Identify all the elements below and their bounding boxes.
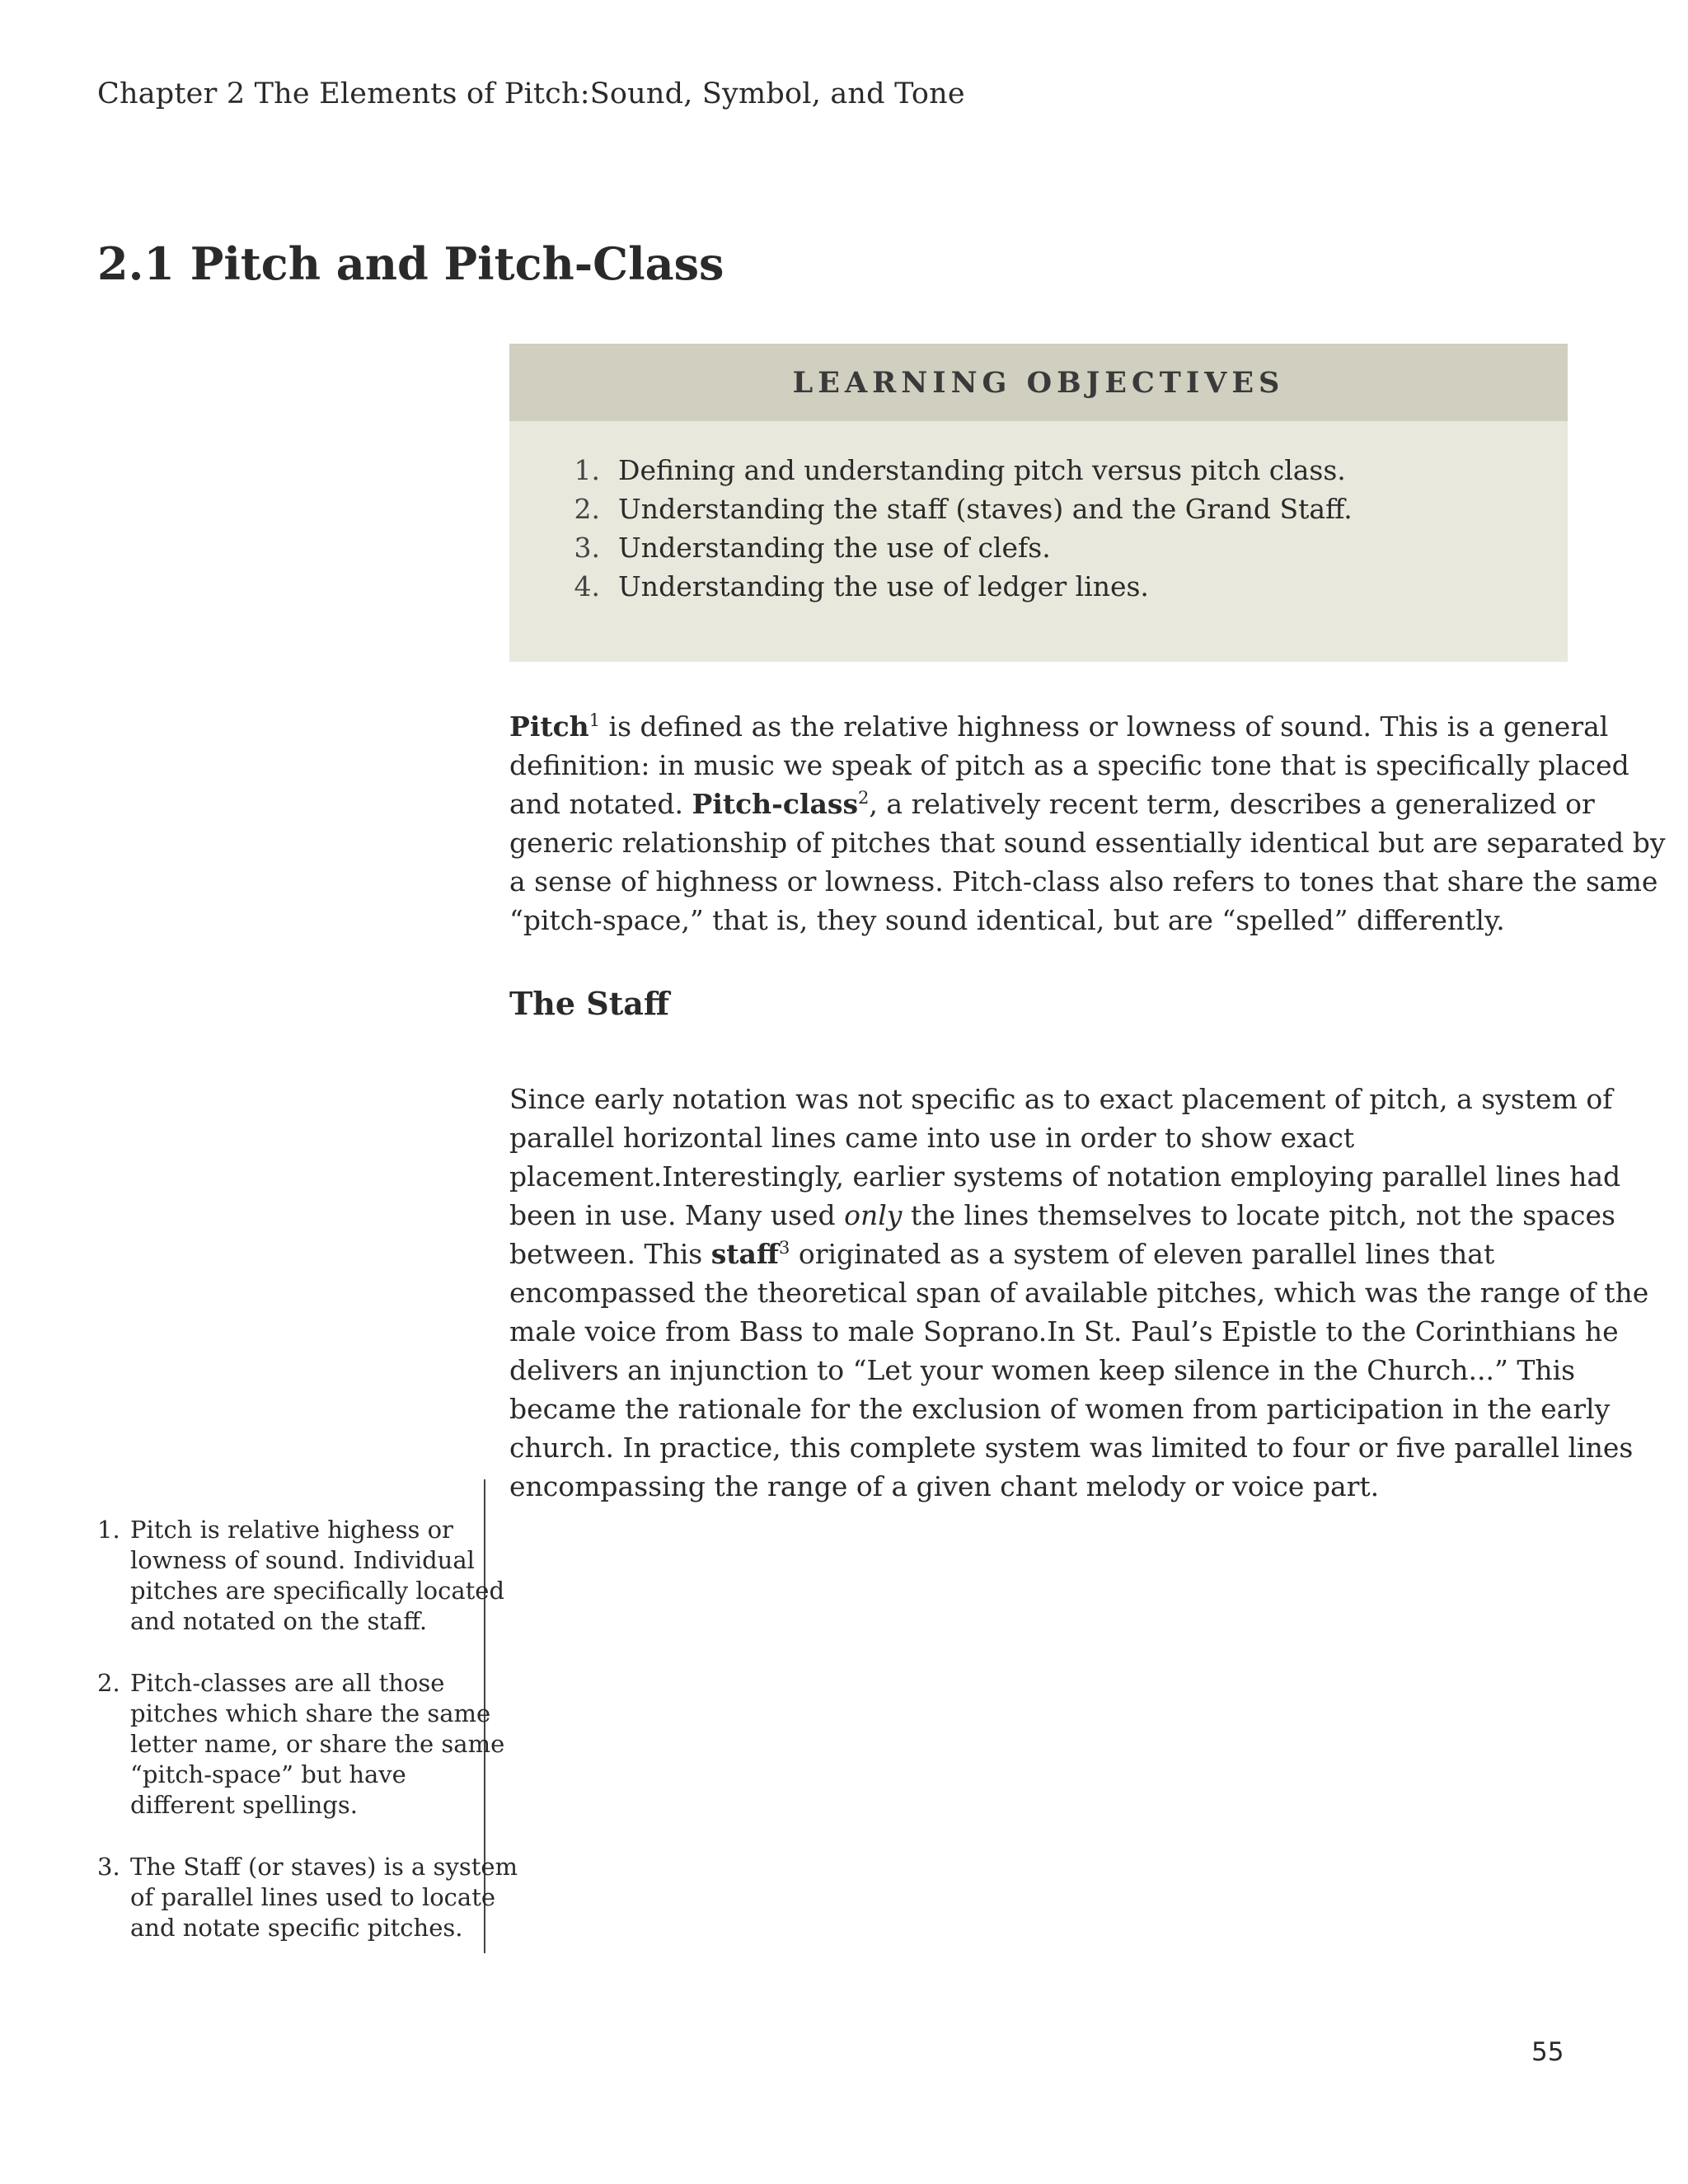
margin-note-line: lowness of sound. Individual <box>130 1546 475 1574</box>
objective-text: Understanding the staff (staves) and the Grand Staff. <box>618 493 1353 525</box>
staff-line: parallel horizontal lines came into use in order to show exact <box>509 1122 1355 1154</box>
margin-note-line: pitches are specifically located <box>130 1577 505 1605</box>
intro-line <box>509 785 1595 823</box>
margin-note-line: “pitch-space” but have <box>130 1760 406 1788</box>
intro-line: definition: in music we speak of pitch as a specific tone that is specifically placed <box>509 749 1629 781</box>
objective-item <box>551 490 1353 528</box>
running-header: Chapter 2 The Elements of Pitch:Sound, Symbol, and Tone <box>97 77 965 110</box>
staff-text: been in use. Many used <box>509 1199 845 1231</box>
margin-note-line: different spellings. <box>130 1791 358 1819</box>
staff-line <box>509 1235 1573 1273</box>
margin-note-line: of parallel lines used to locate <box>130 1883 496 1911</box>
margin-note <box>97 1852 518 1943</box>
intro-text: and notated. <box>509 788 692 820</box>
objective-number: 3. <box>574 532 600 564</box>
page-number: 55 <box>1531 2037 1564 2067</box>
margin-note-number: 3. <box>97 1853 120 1881</box>
objective-number: 2. <box>574 493 600 525</box>
intro-line: “pitch-space,” that is, they sound identical, but are “spelled” differently. <box>509 904 1505 936</box>
term-staff: staff <box>710 1238 779 1270</box>
margin-note-line: pitches which share the same <box>130 1699 491 1727</box>
staff-paragraph <box>509 1080 1649 1506</box>
margin-note-text <box>130 1852 518 1943</box>
learning-objectives-list <box>551 451 1353 606</box>
margin-note <box>97 1515 505 1637</box>
staff-line <box>509 1196 1615 1235</box>
emphasis-only: only <box>844 1199 903 1231</box>
staff-line: placement.Interestingly, earlier systems of notation employing parallel lines had <box>509 1160 1621 1193</box>
footnote-ref-1[interactable]: 1 <box>588 710 601 730</box>
margin-note-line: Pitch is relative highess or <box>130 1516 453 1544</box>
section-title: 2.1 Pitch and Pitch-Class <box>97 237 724 290</box>
margin-notes <box>97 1515 518 1975</box>
staff-line: encompassed the theoretical span of available pitches, which was the range of the <box>509 1277 1649 1309</box>
intro-line <box>509 707 1609 746</box>
footnote-ref-3[interactable]: 3 <box>779 1238 790 1258</box>
staff-text: between. This <box>509 1238 711 1270</box>
learning-objectives-heading: LEARNING OBJECTIVES <box>509 344 1568 421</box>
staff-text: the lines themselves to locate pitch, not the spaces <box>902 1199 1615 1231</box>
margin-note-line: Pitch-classes are all those <box>130 1669 445 1697</box>
intro-text: , a relatively recent term, describes a generalized or <box>869 788 1595 820</box>
staff-text: originated as a system of eleven parallel lines that <box>790 1238 1495 1270</box>
margin-note-line: The Staff (or staves) is a system <box>130 1853 518 1881</box>
intro-paragraph <box>509 707 1666 940</box>
objective-item <box>551 451 1353 490</box>
objective-item <box>551 528 1353 567</box>
margin-note-text <box>130 1668 504 1821</box>
staff-line: church. In practice, this complete system was limited to four or five parallel lines <box>509 1432 1634 1464</box>
intro-line: a sense of highness or lowness. Pitch-class also refers to tones that share the same <box>509 865 1658 898</box>
margin-note-number: 1. <box>97 1516 120 1544</box>
intro-line: generic relationship of pitches that sound essentially identical but are separated by <box>509 827 1666 859</box>
term-pitch: Pitch <box>509 710 589 743</box>
margin-note-line: and notate specific pitches. <box>130 1914 463 1942</box>
staff-heading: The Staff <box>509 985 670 1022</box>
staff-line: became the rationale for the exclusion of women from participation in the early <box>509 1393 1611 1425</box>
margin-note-text <box>130 1515 504 1637</box>
staff-line: delivers an injunction to “Let your women keep silence in the Church...” This <box>509 1354 1576 1386</box>
objective-text: Understanding the use of ledger lines. <box>618 570 1149 602</box>
footnote-ref-2[interactable]: 2 <box>858 788 870 808</box>
staff-line: Since early notation was not specific as to exact placement of pitch, a system of <box>509 1083 1613 1115</box>
margin-note-line: and notated on the staff. <box>130 1607 428 1635</box>
margin-note-number: 2. <box>97 1669 120 1697</box>
objective-text: Defining and understanding pitch versus pitch class. <box>618 454 1346 486</box>
learning-objectives-box <box>509 344 1568 662</box>
intro-text: is defined as the relative highness or lowness of sound. This is a general <box>600 710 1609 743</box>
objective-item <box>551 567 1353 606</box>
term-pitch-class: Pitch-class <box>692 788 859 820</box>
margin-note-line: letter name, or share the same <box>130 1730 505 1758</box>
objective-text: Understanding the use of clefs. <box>618 532 1051 564</box>
staff-line: encompassing the range of a given chant melody or voice part. <box>509 1470 1380 1502</box>
staff-line: male voice from Bass to male Soprano.In St. Paul’s Epistle to the Corinthians he <box>509 1315 1619 1347</box>
objective-number: 1. <box>574 454 600 486</box>
objective-number: 4. <box>574 570 600 602</box>
margin-note <box>97 1668 505 1821</box>
